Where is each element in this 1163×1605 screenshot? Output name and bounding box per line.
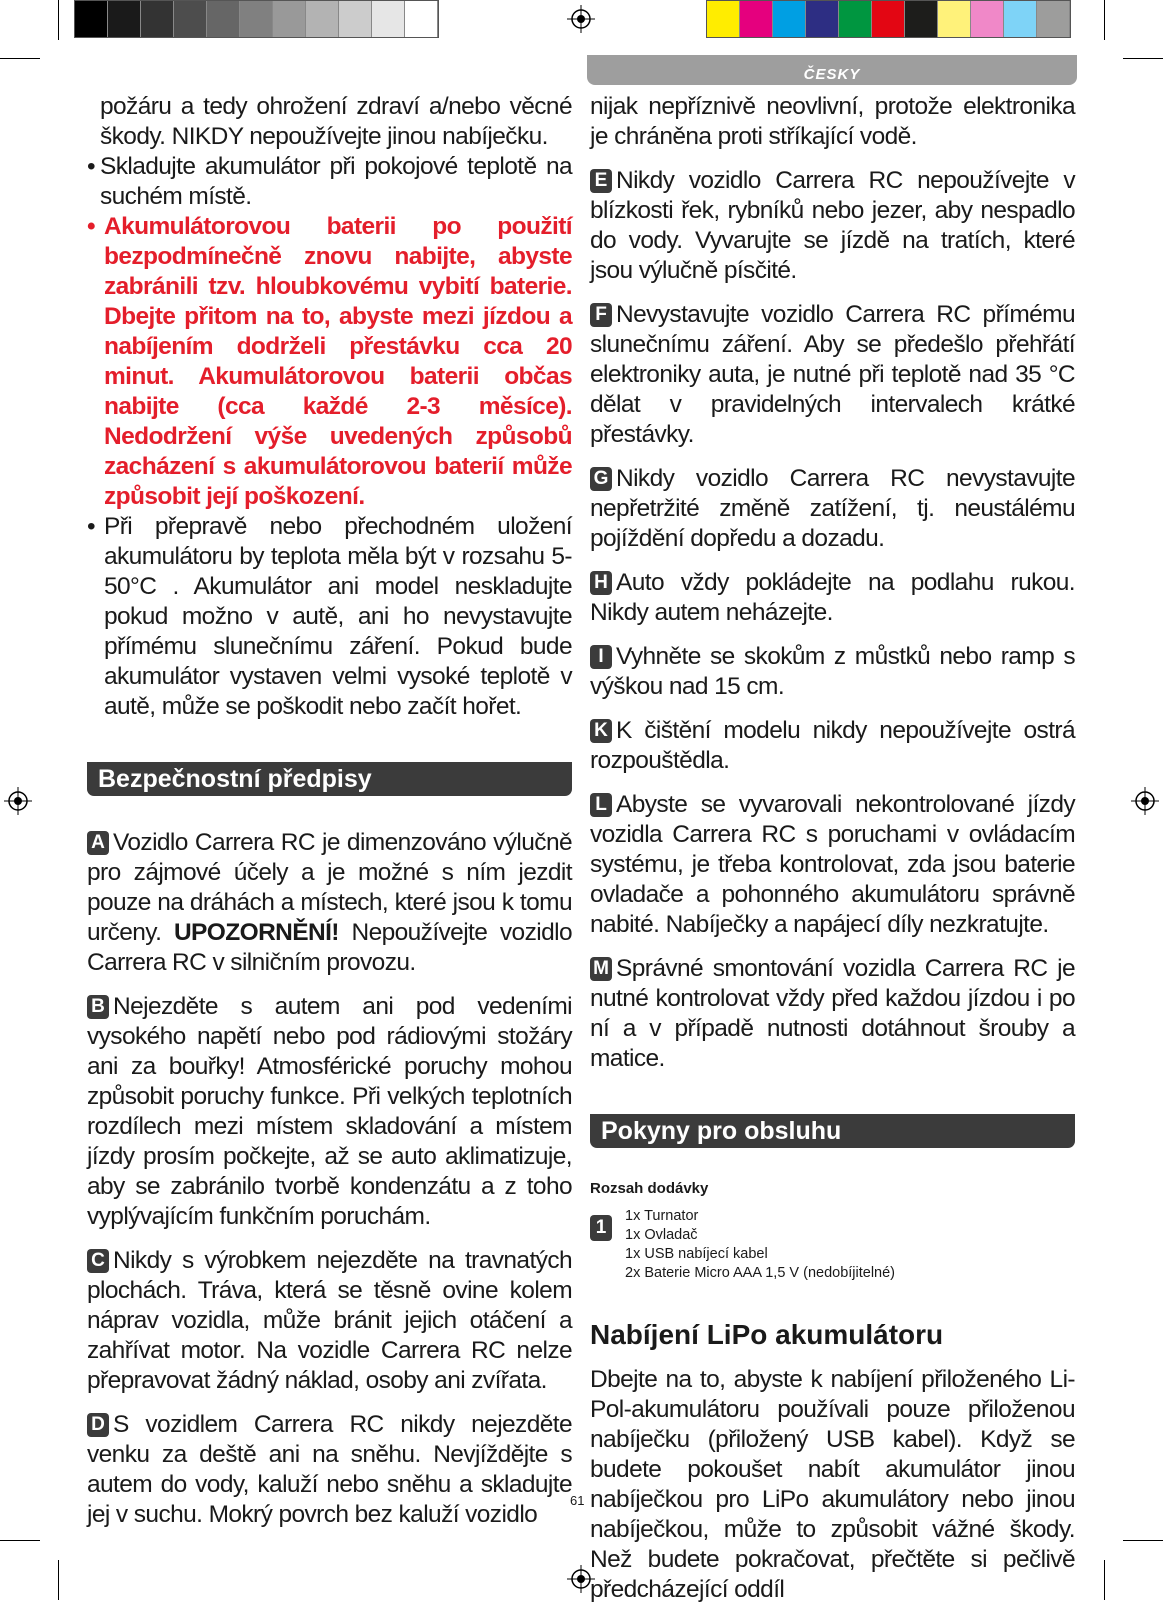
rule-A: A Vozidlo Carrera RC je dimenzováno výlučně pro zájmové účely a je možné s ním jezdit pouze na dráhách a místech, které jsou k tomu určeny. UPOZORNĚNÍ! Nepoužívejte vozidlo Carrera RC v silničním provozu. (87, 829, 572, 976)
delivery-list (590, 1207, 1075, 1283)
heading-charging: Nabíjení LiPo akumulátoru (590, 1319, 944, 1350)
list-item: 1x USB nabíjecí kabel (625, 1246, 768, 1262)
registration-mark-icon (1131, 787, 1159, 815)
bullet-text: Skladujte akumulátor při pokojové teplotě na suchém místě. (100, 153, 572, 210)
badge-K: K (590, 719, 612, 743)
process-color-bar (706, 0, 1071, 38)
rule-F: F Nevystavujte vozidlo Carrera RC přímému slunečnímu záření. Aby se předešlo přehřátí elektroniky auta, je nutné při teplotě nad 35 °C dělat v pravidelných intervalech krátké přestávky. (590, 301, 1075, 448)
list-item: 1x Ovladač (625, 1227, 698, 1243)
delivery-title: Rozsah dodávky (590, 1180, 709, 1197)
grayscale-color-bar (74, 0, 439, 38)
crop-mark (0, 1540, 40, 1541)
rule-B: B Nejezděte s autem ani pod vedeními vysokého napětí nebo pod rádiovými stožáry ani za bouřky! Atmosférické poruchy mohou způsobit poruchy funkce. Při velkých teplotních rozdílech mezi místem skladování a místem jízdy prosím počkejte, až se auto aklimatizuje, aby se zabránilo tvorbě kondenzátu a z toho vyplývajícím funkčním poruchám. (87, 993, 572, 1230)
color-swatch (174, 1, 207, 37)
badge-H: H (590, 571, 612, 595)
bullet-item: • Při přepravě nebo přechodném uložení akumulátoru by teplota měla být v rozsahu 5-50°C . Akumulátor ani model neskladujte pokud možno v autě, ani ho nevystavujte přímému slunečnímu záření. Pokud bude akumulátor vystaven velmi vysoké teplotě v autě, může se poškodit nebo začít hořet. (87, 513, 572, 720)
rule-D: D S vozidlem Carrera RC nikdy nejezděte venku za deště ani na sněhu. Nevjíždějte s autem do vody, kaluží nebo sněhu a skladujte jej v suchu. Mokrý povrch bez kaluží vozidlo (87, 1411, 572, 1528)
color-swatch (1004, 1, 1037, 37)
crop-mark (58, 0, 59, 40)
crop-mark (58, 1560, 59, 1600)
warning-label: UPOZORNĚNÍ! (173, 919, 339, 946)
badge-B: B (87, 995, 109, 1019)
badge-E: E (590, 169, 612, 193)
section-title-safety: Bezpečnostní předpisy (87, 762, 572, 796)
rule-K: K K čištění modelu nikdy nepoužívejte ostrá rozpouštědla. (590, 717, 1075, 774)
color-swatch (372, 1, 405, 37)
rule-G: G Nikdy vozidlo Carrera RC nevystavujte nepřetržité změně zatížení, tj. neustálému pojíždění dopředu a dozadu. (590, 465, 1075, 552)
bullet-text: Akumulátorovou baterii po použití bezpodmínečně znovu nabijte, abyste zabránili tzv. hloubkovému vybití baterie. Dbejte přitom na to, abyste mezi jízdou a nabíjením dodrželi přestávku cca 20 minut. Akumulátorovou baterii občas nabijte (cca každé 2-3 měsíce). Nedodržení výše uvedených způsobů zacházení s akumulátorovou baterií může způsobit její poškození. (104, 213, 572, 510)
color-swatch (872, 1, 905, 37)
color-swatch (773, 1, 806, 37)
crop-mark (1104, 1560, 1105, 1600)
color-swatch (306, 1, 339, 37)
registration-mark-icon (567, 5, 595, 33)
bullet-text: Při přepravě nebo přechodném uložení akumulátoru by teplota měla být v rozsahu 5-50°C . Akumulátor ani model neskladujte pokud možno v autě, ani ho nevystavujte přímému slunečnímu záření. Pokud bude akumulátor vystaven velmi vysoké teplotě v autě, může se poškodit nebo začít hořet. (104, 513, 572, 720)
color-swatch (1037, 1, 1070, 37)
color-swatch (108, 1, 141, 37)
badge-D: D (87, 1413, 109, 1437)
paragraph-charging: Dbejte na to, abyste k nabíjení přiloženého Li-Pol-akumulátoru používali pouze přiloženou nabíječku (přiložený USB kabel). Když se budete pokoušet nabít akumulátor jinou nabíječkou pro LiPo akumulátory nebo jinou nabíječkou, může to způsobit vážné škody. Než budete pokračovat, přečtěte si pečlivě předcházející oddíl (590, 1366, 1075, 1603)
rule-M: M Správné smontování vozidla Carrera RC je nutné kontrolovat vždy před každou jízdou i po ní a v případě nutnosti dotáhnout šrouby a matice. (590, 955, 1075, 1072)
rule-I: I Vyhněte se skokům z můstků nebo ramp s výškou nad 15 cm. (590, 643, 1075, 700)
crop-mark (1123, 58, 1163, 59)
color-swatch (971, 1, 1004, 37)
rule-L: L Abyste se vyvarovali nekontrolované jízdy vozidla Carrera RC s poruchami v ovládacím systému, je třeba kontrolovat, zda jsou baterie ovladače a pohonného akumulátoru správně nabité. Nabíječky a napájecí díly nezkratujte. (590, 791, 1075, 938)
badge-I: I (590, 645, 612, 669)
crop-mark (1104, 0, 1105, 40)
list-item: 2x Baterie Micro AAA 1,5 V (nedobíjitelné) (625, 1265, 896, 1281)
color-swatch (806, 1, 839, 37)
color-swatch (707, 1, 740, 37)
color-swatch (240, 1, 273, 37)
crop-mark (0, 58, 40, 59)
badge-L: L (590, 793, 612, 817)
color-swatch (273, 1, 306, 37)
color-swatch (839, 1, 872, 37)
language-tab: ČESKY (587, 55, 1077, 85)
registration-mark-icon (4, 787, 32, 815)
rule-H: H Auto vždy pokládejte na podlahu rukou. Nikdy autem neházejte. (590, 569, 1075, 626)
bullet-item-warning: • Akumulátorovou baterii po použití bezpodmínečně znovu nabijte, abyste zabránili tzv. hloubkovému vybití baterie. Dbejte přitom na to, abyste mezi jízdou a nabíjením dodrželi přestávku cca 20 minut. Akumulátorovou baterii občas nabijte (cca každé 2-3 měsíce). Nedodržení výše uvedených způsobů zacházení s akumulátorovou baterií může způsobit její poškození. (87, 213, 572, 510)
page-number: 61 (570, 1493, 585, 1508)
color-swatch (207, 1, 240, 37)
paragraph: nijak nepříznivě neovlivní, protože elektronika je chráněna proti stříkající vodě. (590, 93, 1075, 150)
crop-mark (1123, 1540, 1163, 1541)
section-title-operation: Pokyny pro obsluhu (590, 1114, 1075, 1148)
color-swatch (339, 1, 372, 37)
color-swatch (141, 1, 174, 37)
color-swatch (740, 1, 773, 37)
badge-F: F (590, 303, 612, 327)
badge-C: C (87, 1249, 109, 1273)
badge-M: M (590, 957, 612, 981)
delivery-badge: 1 (590, 1215, 612, 1241)
list-item: 1x Turnator (625, 1208, 699, 1224)
rule-C: C Nikdy s výrobkem nejezděte na travnatých plochách. Tráva, která se těsně ovine kolem náprav vozidla, může bránit jejich otáčení a zahřívat motor. Na vozidle Carrera RC nelze přepravovat žádný náklad, osoby ani zvířata. (87, 1247, 572, 1394)
paragraph: požáru a tedy ohrožení zdraví a/nebo věcné škody. NIKDY nepoužívejte jinou nabíječku. (100, 93, 572, 150)
bullet-item: • Skladujte akumulátor při pokojové teplotě na suchém místě. (87, 153, 572, 210)
color-swatch (938, 1, 971, 37)
color-swatch (75, 1, 108, 37)
left-column (87, 92, 572, 1530)
color-swatch (905, 1, 938, 37)
badge-G: G (590, 467, 612, 491)
right-column (590, 92, 1075, 1605)
badge-A: A (87, 831, 109, 855)
color-swatch (405, 1, 438, 37)
rule-E: E Nikdy vozidlo Carrera RC nepoužívejte v blízkosti řek, rybníků nebo jezer, aby nespadlo do vody. Vyvarujte se jízdě na tratích, které jsou výlučně písčité. (590, 167, 1075, 284)
